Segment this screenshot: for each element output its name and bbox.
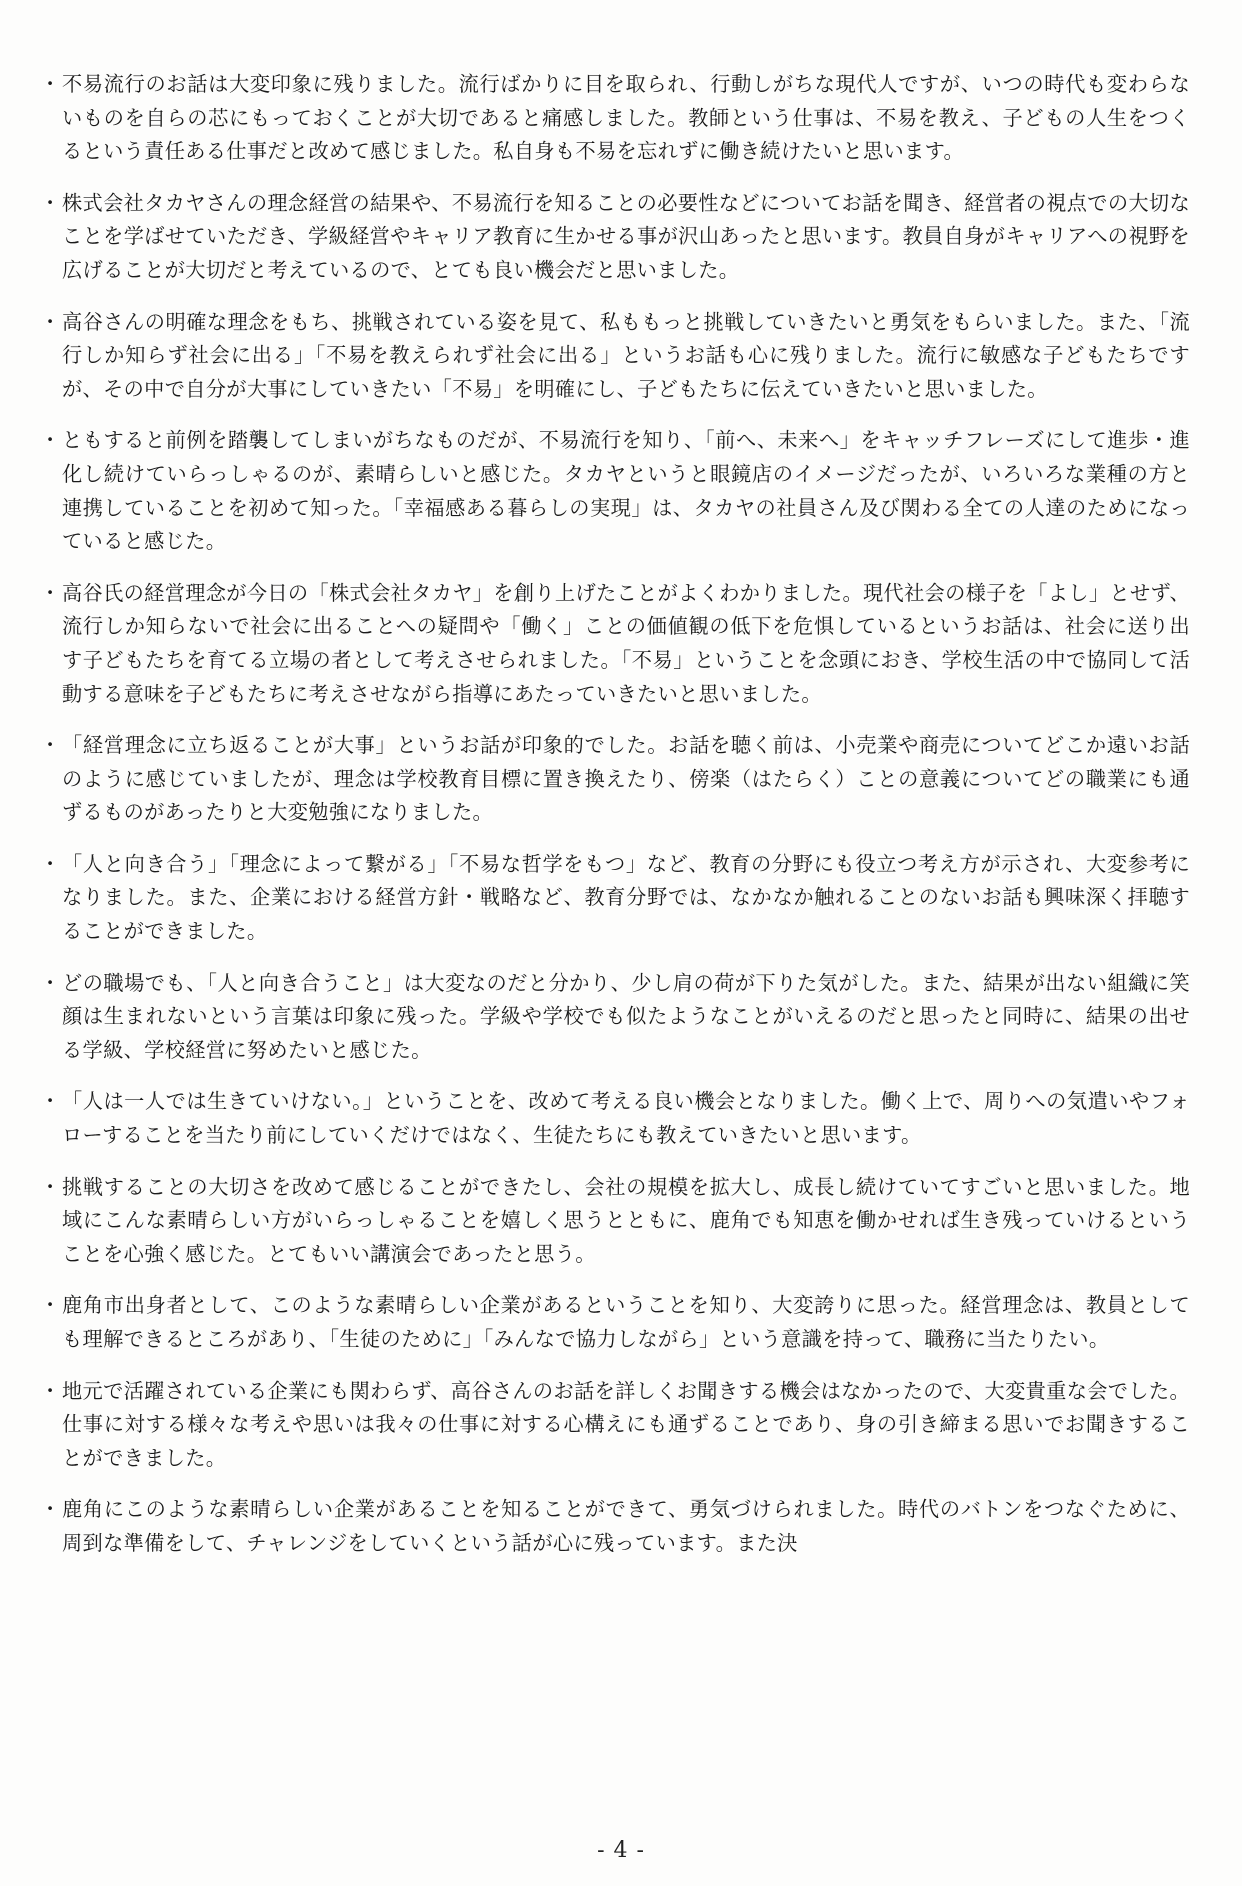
comment-text: 高谷さんの明確な理念をもち、挑戦されている姿を見て、私ももっと挑戦していきたいと勇気をもらいました。また、「流行しか知らず社会に出る」「不易を教えられず社会に出る」というお話も心に残りました。流行に敏感な子どもたちですが、その中で自分が大事にしていきたい「不易」を明確にし、子どもたちに伝えていきたいと思いました。 — [62, 309, 1190, 401]
comment-item — [40, 1171, 1190, 1272]
comment-text: 鹿角市出身者として、このような素晴らしい企業があるということを知り、大変誇りに思った。経営理念は、教員としても理解できるところがあり、「生徒のために」「みんなで協力しながら」という意識を持って、職務に当たりたい。 — [62, 1293, 1190, 1351]
comment-item — [40, 68, 1190, 169]
comment-item — [40, 1289, 1190, 1356]
comment-item — [40, 424, 1190, 558]
comment-text: どの職場でも、「人と向き合うこと」は大変なのだと分かり、少し肩の荷が下りた気がした。また、結果が出ない組織に笑顔は生まれないという言葉は印象に残った。学級や学校でも似たようなことがいえるのだと思ったと同時に、結果の出せる学級、学校経営に努めたいと感じた。 — [62, 970, 1190, 1062]
comment-item — [40, 187, 1190, 288]
comment-item — [40, 306, 1190, 407]
bullet-mark: ・ — [40, 1497, 61, 1522]
bullet-mark: ・ — [40, 851, 61, 876]
comment-text: 「人と向き合う」「理念によって繋がる」「不易な哲学をもつ」など、教育の分野にも役立つ考え方が示され、大変参考になりました。また、企業における経営方針・戦略など、教育分野では、なかなか触れることのないお話も興味深く拝聴することができました。 — [62, 851, 1190, 944]
bullet-mark: ・ — [40, 580, 61, 605]
comment-item — [40, 729, 1190, 830]
comment-text: 高谷氏の経営理念が今日の「株式会社タカヤ」を創り上げたことがよくわかりました。現代社会の様子を「よし」とせず、流行しか知らないで社会に出ることへの疑問や「働く」ことの価値観の低下を危惧しているというお話は、社会に送り出す子どもたちを育てる立場の者として考えさせられました。「不易」ということを念頭におき、学校生活の中で協同して活動する意味を子どもたちに考えさせながら指導にあたっていきたいと思いました。 — [62, 580, 1190, 706]
comment-text: 挑戦することの大切さを改めて感じることができたし、会社の規模を拡大し、成長し続けていてすごいと思いました。地域にこんな素晴らしい方がいらっしゃることを嬉しく思うとともに、鹿角でも知恵を働かせれば生き残っていけるということを心強く感じた。とてもいい講演会であったと思う。 — [62, 1174, 1190, 1266]
bullet-mark: ・ — [40, 428, 61, 453]
comment-item — [40, 848, 1190, 949]
bullet-mark: ・ — [40, 190, 61, 215]
comment-text: 「経営理念に立ち返ることが大事」というお話が印象的でした。お話を聴く前は、小売業や商売についてどこか遠いお話のように感じていましたが、理念は学校教育目標に置き換えたり、傍楽（はたらく）ことの意義についてどの職業にも通ずるものがあったりと大変勉強になりました。 — [62, 733, 1190, 825]
comment-item — [40, 1085, 1190, 1152]
comment-text: 「人は一人では生きていけない。」ということを、改めて考える良い機会となりました。働く上で、周りへの気遣いやフォローすることを当たり前にしていくだけではなく、生徒たちにも教えていきたいと思います。 — [62, 1089, 1190, 1148]
comment-text: 不易流行のお話は大変印象に残りました。流行ばかりに目を取られ、行動しがちな現代人ですが、いつの時代も変わらないものを自らの芯にもっておくことが大切であると痛感しました。教師という仕事は、不易を教え、子どもの人生をつくるという責任ある仕事だと改めて感じました。私自身も不易を忘れずに働き続けたいと思います。 — [62, 72, 1190, 164]
comment-item — [40, 1493, 1190, 1560]
comment-item — [40, 577, 1190, 711]
bullet-mark: ・ — [40, 970, 61, 995]
comment-text: ともすると前例を踏襲してしまいがちなものだが、不易流行を知り、「前へ、未来へ」をキャッチフレーズにして進歩・進化し続けていらっしゃるのが、素晴らしいと感じた。タカヤというと眼鏡店のイメージだったが、いろいろな業種の方と連携していることを初めて知った。「幸福感ある暮らしの実現」は、タカヤの社員さん及び関わる全ての人達のためになっていると感じた。 — [62, 428, 1190, 554]
bullet-mark: ・ — [40, 309, 61, 334]
bullet-mark: ・ — [40, 1378, 61, 1403]
comment-list — [40, 68, 1190, 1579]
comment-item — [40, 967, 1190, 1068]
comment-text: 鹿角にこのような素晴らしい企業があることを知ることができて、勇気づけられました。時代のバトンをつなぐために、周到な準備をして、チャレンジをしていくという話が心に残っています。また決 — [62, 1497, 1190, 1555]
page-number: - 4 - — [597, 1838, 645, 1863]
bullet-mark: ・ — [40, 1089, 61, 1114]
bullet-mark: ・ — [40, 72, 61, 96]
comment-item — [40, 1375, 1190, 1476]
bullet-mark: ・ — [40, 733, 61, 758]
comment-text: 株式会社タカヤさんの理念経営の結果や、不易流行を知ることの必要性などについてお話を聞き、経営者の視点での大切なことを学ばせていただき、学級経営やキャリア教育に生かせる事が沢山あったと思います。教員自身がキャリアへの視野を広げることが大切だと考えているので、とても良い機会だと思いました。 — [62, 190, 1190, 282]
comment-text: 地元で活躍されている企業にも関わらず、高谷さんのお話を詳しくお聞きする機会はなかったので、大変貴重な会でした。仕事に対する様々な考えや思いは我々の仕事に対する心構えにも通ずることであり、身の引き締まる思いでお聞きすることができました。 — [62, 1378, 1190, 1470]
bullet-mark: ・ — [40, 1293, 61, 1318]
bullet-mark: ・ — [40, 1174, 61, 1199]
